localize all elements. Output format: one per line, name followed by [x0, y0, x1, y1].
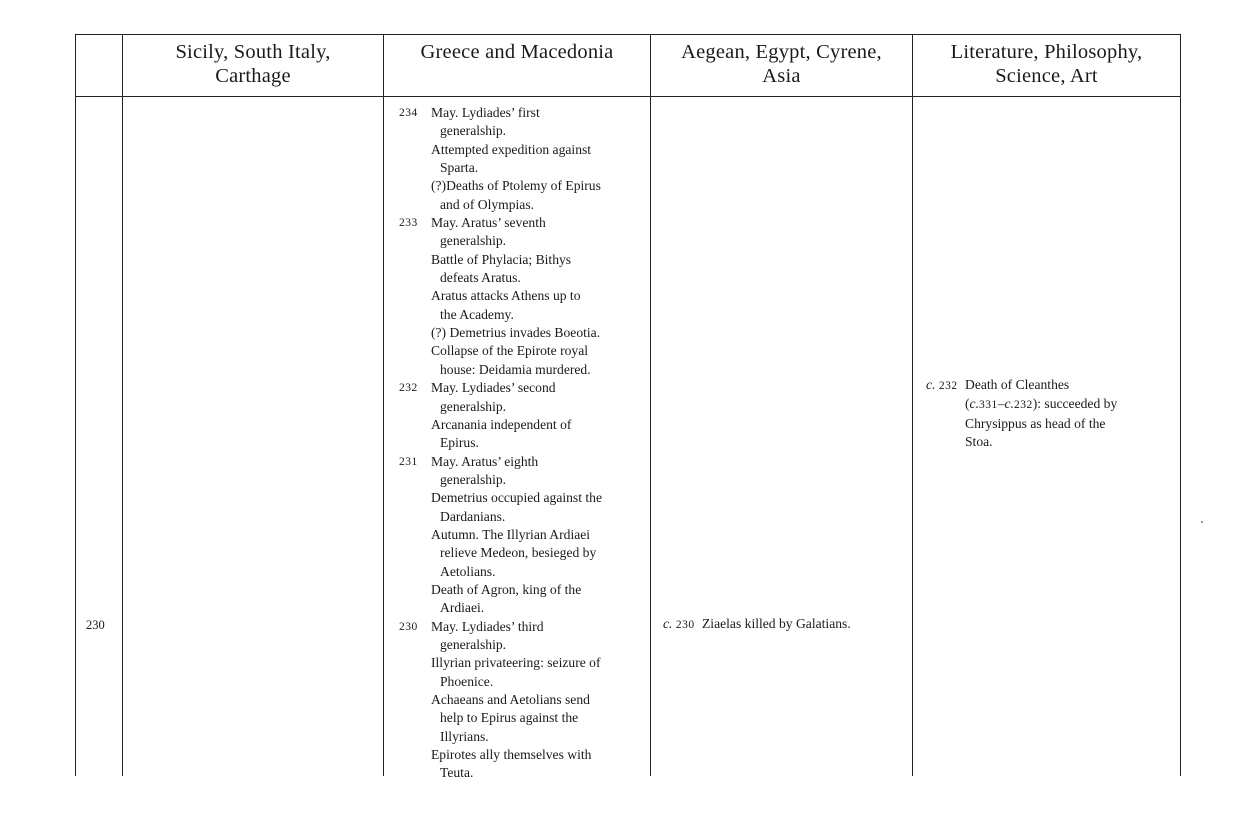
- entry-line: (?)Deaths of Ptolemy of Epirus: [431, 178, 601, 194]
- entry-line: Illyrian privateering: seizure of: [431, 655, 601, 671]
- entry-text: Ziaelas killed by Galatians.: [702, 616, 851, 631]
- entry-line: Teuta.: [440, 765, 474, 781]
- entry-line: relieve Medeon, besieged by: [440, 545, 597, 561]
- entry-line: Arcanania independent of: [431, 416, 572, 432]
- entry-line: Achaeans and Aetolians send: [431, 692, 590, 707]
- year-entry-232: [399, 379, 602, 452]
- entry-line: May. Lydiades’ second: [431, 380, 556, 396]
- column-rule: [383, 34, 384, 776]
- entry-line: Dardanians.: [440, 508, 506, 524]
- literature-entry-232: [926, 376, 1166, 451]
- circa-marker: c.: [926, 377, 936, 392]
- entry-line: May. Lydiades’ third: [431, 618, 544, 634]
- entry-line: the Academy.: [440, 306, 514, 322]
- entry-year: 230: [399, 620, 418, 633]
- entry-line: Epirus.: [440, 435, 479, 451]
- header-sicily: [124, 40, 382, 88]
- column-rule: [75, 34, 76, 776]
- entry-line: May. Lydiades’ first: [431, 105, 540, 120]
- entry-year: 230: [675, 619, 695, 631]
- entry-year: 233: [399, 217, 418, 230]
- entry-text: ): succeeded by: [1032, 396, 1118, 412]
- header-line: Sicily, South Italy,: [175, 41, 331, 63]
- circa-marker: c.: [1004, 396, 1014, 412]
- header-line: Asia: [762, 65, 801, 87]
- entry-line: generalship.: [440, 636, 507, 652]
- header-line: Greece and Macedonia: [420, 41, 614, 63]
- entry-line: Demetrius occupied against the: [431, 490, 602, 506]
- entry-line: Phoenice.: [440, 673, 494, 689]
- entry-line: Battle of Phylacia; Bithys: [431, 251, 572, 267]
- year-entry-231: [399, 453, 602, 618]
- stray-mark: [1201, 521, 1203, 523]
- entry-year: 232: [938, 380, 958, 392]
- entry-line: help to Epirus against the: [440, 710, 579, 726]
- date-from: 331: [978, 399, 998, 412]
- year-entry-234: [399, 104, 602, 214]
- header-line: Aegean, Egypt, Cyrene,: [681, 41, 882, 63]
- header-aegean: [652, 40, 911, 88]
- entry-first-line: [926, 376, 1166, 395]
- column-rule: [650, 34, 651, 776]
- entry-line: Chrysippus as head of the: [965, 415, 1106, 431]
- entry-line: May. Aratus’ eighth: [431, 453, 539, 469]
- entry-line: generalship.: [440, 123, 507, 139]
- header-literature: [914, 40, 1179, 88]
- column-rule: [912, 34, 913, 776]
- header-line: Science, Art: [995, 65, 1098, 87]
- entry-line: May. Aratus’ seventh: [431, 215, 546, 231]
- table-top-rule: [75, 34, 1181, 35]
- entry-line: house: Deidamia murdered.: [440, 361, 591, 377]
- entry-line: Attempted expedition against: [431, 141, 592, 157]
- entry-line: Epirotes ally themselves with: [431, 747, 592, 763]
- header-line: Literature, Philosophy,: [950, 41, 1143, 63]
- entry-line: Sparta.: [440, 160, 479, 176]
- entry-line: Illyrians.: [440, 728, 489, 744]
- year-entry-233: [399, 214, 602, 379]
- column-rule: [1180, 34, 1181, 776]
- entry-line: defeats Aratus.: [440, 270, 521, 286]
- entry-line: Ardiaei.: [440, 600, 485, 616]
- entry-line: generalship.: [440, 398, 507, 414]
- aegean-entry-230: [663, 615, 851, 634]
- greece-macedonia-entries: [399, 104, 602, 783]
- entry-line: generalship.: [440, 233, 507, 249]
- entry-line: generalship.: [440, 471, 507, 487]
- circa-marker: c.: [969, 396, 979, 412]
- year-label-230: 230: [86, 618, 105, 632]
- year-entry-230: [399, 618, 602, 783]
- circa-marker: c.: [663, 616, 673, 631]
- date-to: 232: [1013, 399, 1033, 412]
- entry-line: Autumn. The Illyrian Ardiaei: [431, 526, 591, 542]
- header-greece: [385, 40, 649, 64]
- header-line: Carthage: [215, 65, 291, 87]
- entry-line: Aratus attacks Athens up to: [431, 288, 581, 304]
- entry-year: 234: [399, 107, 418, 119]
- date-dash: –: [997, 396, 1005, 412]
- entry-line: Death of Agron, king of the: [431, 581, 582, 597]
- entry-year: 231: [399, 455, 418, 468]
- entry-line: Collapse of the Epirote royal: [431, 343, 589, 359]
- entry-line: (?) Demetrius invades Boeotia.: [431, 325, 601, 341]
- entry-text: Death of Cleanthes: [965, 377, 1070, 392]
- entry-line: Stoa.: [965, 434, 993, 450]
- header-bottom-rule: [75, 96, 1181, 97]
- entry-line: (c.331–c.232): succeeded by: [965, 396, 1118, 412]
- entry-line: and of Olympias.: [440, 196, 535, 212]
- entry-line: Aetolians.: [440, 563, 496, 579]
- column-rule: [122, 34, 123, 776]
- entry-year: 232: [399, 382, 418, 395]
